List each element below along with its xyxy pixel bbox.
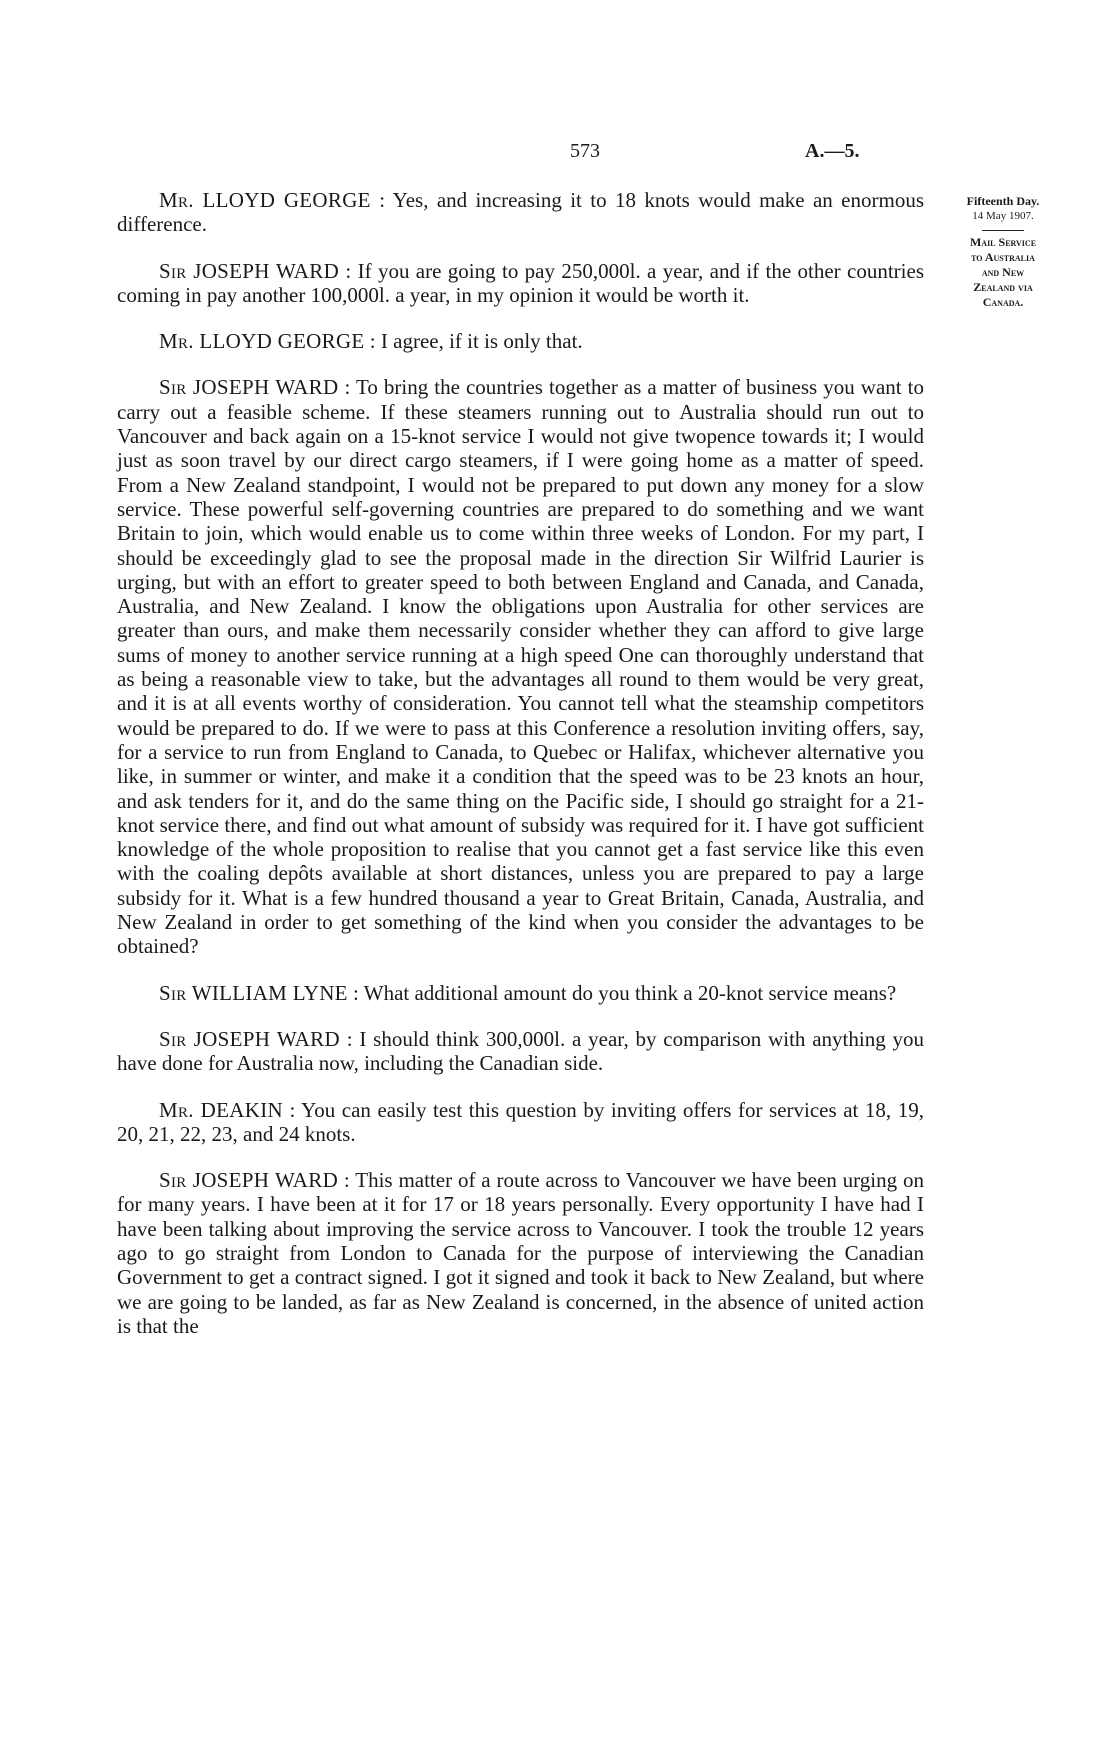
margin-note-topic-line: Canada.: [982, 295, 1024, 309]
speech-text: : To bring the countries together as a matter of business you want to carry out a feasible scheme. If these steamers running out to Australia should run out to Vancouver and back again on a 15-knot service I would not give twopence towards it; I would just as soon travel by our direct cargo steamers, if I were going home as a matter of speed. From a New Zealand standpoint, I would not be prepared to put down any money for a slow service. These powerful self-governing countries are prepared to do something and we want Britain to join, which would enable us to come within three weeks of London. For my part, I should be exceedingly glad to see the proposal made in the direction Sir Wilfrid Laurier is urging, but with an effort to greater speed to both between England and Canada, and Canada, Australia, and New Zealand. I know the obligations upon Australia for other services are greater than ours, and make them necessarily consider whether they can afford to give large sums of money to another service running at a high speed One can thoroughly understand that as being a reasonable view to take, but the advantages all round to them would be very great, and it is at all events worthy of consideration. You cannot tell what the steamship competitors would be prepared to do. If we were to pass at this Conference a resolution inviting offers, say, for a service to run from England to Canada, to Quebec or Halifax, whichever alternative you like, in summer or winter, and make it a condition that the speed was to be 23 knots an hour, and ask tenders for it, and do the same thing on the Pacific side, I should go straight for a 21-knot service there, and find out what amount of subsidy was required for it. I have got sufficient knowledge of the whole proposition to realise that you cannot get a fast service like this even with the coaling depôts available at short distances, unless you are prepared to pay a large subsidy for it. What is a few hundred thousand a year to Great Britain, Canada, Australia, and New Zealand in order to get something of the kind when you consider the advantages to be obtained?: [117, 375, 924, 959]
transcript-paragraph: [117, 375, 924, 958]
margin-note-day: Fifteenth Day.: [966, 194, 1040, 208]
margin-note-topic-line: to Australia: [971, 250, 1035, 264]
speaker-name: Sir JOSEPH WARD: [159, 1168, 339, 1193]
speech-text: : If you are going to pay 250,000l. a year, and if the other countries coming in pay another 100,000l. a year, in my opinion it would be worth it.: [117, 258, 924, 307]
paper-reference: A.—5.: [805, 140, 860, 162]
margin-note-divider: [982, 230, 1024, 231]
transcript-paragraph: [117, 1168, 924, 1338]
margin-note-topic-line: Zealand via: [973, 280, 1033, 294]
transcript-paragraph: [117, 981, 924, 1005]
page-header: [0, 140, 1114, 170]
speaker-name: Sir WILLIAM LYNE: [159, 980, 348, 1005]
speech-text: : What additional amount do you think a 20-knot service means?: [347, 980, 897, 1005]
speech-text: : I should think 300,000l. a year, by comparison with anything you have done for Australia now, including the Canadian side.: [117, 1026, 924, 1076]
margin-note: [938, 194, 1068, 310]
speaker-name: Mr. LLOYD GEORGE: [159, 188, 371, 212]
transcript-paragraph: [117, 329, 924, 353]
transcript-paragraph: [117, 188, 924, 237]
margin-note-topic-line: and New: [981, 265, 1025, 279]
transcript-body: [117, 188, 924, 1360]
margin-note-date: 14 May 1907.: [972, 210, 1034, 222]
speech-text: : I agree, if it is only that.: [364, 329, 583, 354]
speaker-name: Sir JOSEPH WARD: [159, 1026, 340, 1051]
speaker-name: Mr. LLOYD GEORGE: [159, 329, 365, 354]
speech-text: : Yes, and increasing it to 18 knots would make an enormous difference.: [117, 188, 925, 237]
speaker-name: Mr. DEAKIN: [159, 1097, 283, 1122]
page-number: 573: [570, 140, 600, 162]
transcript-paragraph: [117, 259, 924, 308]
margin-note-topic-line: Mail Service: [969, 235, 1037, 249]
transcript-paragraph: [117, 1027, 924, 1076]
speaker-name: Sir JOSEPH WARD: [159, 375, 339, 400]
speech-text: : You can easily test this question by inviting offers for services at 18, 19, 20, 21, 22, 23, and 24 knots.: [117, 1097, 924, 1146]
speech-text: : This matter of a route across to Vancouver we have been urging on for many years. I have been at it for 17 or 18 years personally. Every opportunity I have had I have been talking about improving the service across to Vancouver. I took the trouble 12 years ago to go straight from London to Canada for the purpose of interviewing the Canadian Government to get a contract signed. I got it signed and took it back to New Zealand, but where we are going to be landed, as far as New Zealand is concerned, in the absence of united action is that the: [117, 1168, 924, 1338]
transcript-paragraph: [117, 1098, 924, 1147]
speaker-name: Sir JOSEPH WARD: [159, 258, 340, 283]
